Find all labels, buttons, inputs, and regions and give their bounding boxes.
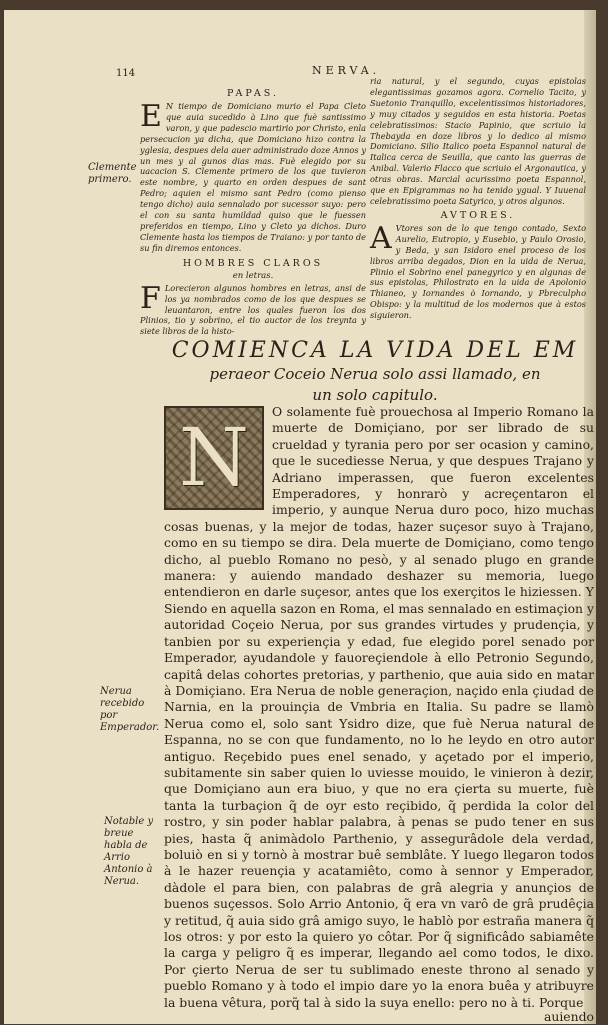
chapter-body <box>164 404 594 1025</box>
chapter-title: COMIENCA LA VIDA DEL EM <box>171 338 579 363</box>
autores-text: Vtores son de lo que tengo contado, Sexto Aurelio, Eutropio, y Eusebio, y Paulo Orosio, y Beda, y san Isidoro enel proceso de los libros arriba degados, Dion en la uida de Nerua, Plinio el Sobrino enel panegyrico y en algunas de sus epistolas, Philostrato en la uida de Apolonio Thianeo, y Iornandes ò Iornando, y Pbreculpho Obispo: y la multitud de los modernos que à estos siguieron. <box>370 222 586 321</box>
chapter-body-text: O solamente fuè prouechosa al Imperio Romano la muerte de Domiçiano, por ser librado de su crueldad y tyrania pero por ser ocasion y camino, que le sucediesse Nerua, y que despues Trajano y Adriano imperassen, que fueron excelentes Emperadores, y honrarò y acreçentaron el imperio, y aunque Nerua duro poco, hizo muchas cosas buenas, y la mejor de todas, hazer suçesor suyo à Trajano, como en su tiempo se dira. Dela muerte de Domiçiano, como tengo dicho, al pueblo Romano no pesò, y al senado plugo en grande manera: y auiendo mandado deshazer su memoria, luego entendieron en darle suçesor, antes que los exerçitos le hiziessen. Y Siendo en aquella sazon en Roma, el mas sennalado en estimaçion y autoridad Coçeio Nerua, por sus grandes virtudes y prudençia, y tanbien por su experiençia y edad, fue elegido porel senado por Emperador, ayudandole y fauoreçiendole à ello Petronio Segundo, capitâ delas cohortes pretorias, y parthenio, que auia sido en matar à Domiçiano. Era Nerua de noble generaçion, naçido enla çiudad de Narnia, en la prouinçia de Vmbria en Italia. Su padre se llamò Nerua como el, solo sant Ysidro dize, que fuè Nerua natural de Espanna, no se con que fundamento, no lo he leydo en otro autor antiguo. Reçebido pues enel senado, y açetado por el imperio, subitamente sin saber quien lo uviesse mouido, le vinieron à dezir, que Domiçiano aun era biuo, y que no era çierta su muerte, fuè tanta la turbaçion q̃ de oyr esto reçibido, q̃ perdida la color del rostro, y sin poder hablar palabra, à penas se pudo tener en sus pies, hasta q̃ animàdolo Parthenio, y assegurâdole dela verdad, boluiò en si y tornò à mostrar buê semblâte. Y luego llegaron todos à le hazer reuençia y acatamiêto, como à sennor y Emperador, dàdole el para bien, con palabras de grâ alegria y anunçios de buenos suçessos. Solo Arrio Antonio, q̃ era vn varô de grâ prudêçia y retitud, q̃ auia sido grâ amigo suyo, le hablò por estraña manera q̃ los otros: y por esto la quiero yo côtar. Por q̃ significâdo sabiamête la carga y peligro q̃ es imperar, llegando ael como todos, le dixo. Por çierto Nerua de ser tu sublimado eneste throno al senado y pueblo Romano y à todo el impio dare yo la enora buêa y atribuyre la buena vêtura, porq̃ tal à sido la suya enello: pero no à ti. Porque <box>164 404 594 1010</box>
margin-note-notable-breue: Notable y breue habla de Arrio Antonio à Nerua. <box>104 816 154 887</box>
autores-paragraph <box>370 220 586 321</box>
right-column <box>370 76 586 321</box>
historiadores-paragraph: ria natural, y el segundo, cuyas epistolas elegantissimas gozamos agora. Cornelio Tacito, y Suetonio Tranquillo, excelentissimos historiadores, y muy citados y seguidos en esta historia. Poetas celebratissimos: Stacio Papinio, que scriuio la Thebayda en doze libros y lo dedico al mismo Domiciano. Silio Italico poeta Espannol natural de Italica cerca de Seuilla, que canto las guerras de Anibal. Valerio Flacco que scriuio el Argonautica, y otras obras. Marcial acurissimo poeta Espannol, que en Epigrammas no ha tenido ygual. Y Iuuenal celebratissimo poeta Satyrico, y otros algunos. <box>370 76 586 206</box>
catchword: auiendo <box>543 1009 594 1025</box>
chapter-subtitle-line1: peraeor Coceio Nerua solo assi llamado, en <box>209 365 541 383</box>
autores-heading: AVTORES. <box>440 209 516 221</box>
hombres-claros-paragraph <box>140 280 366 338</box>
margin-note-nerva-recebido: Nerua recebido por Emperador. <box>100 686 160 733</box>
decorated-initial-letter: N <box>179 410 249 504</box>
autores-dropcap: A <box>370 220 392 256</box>
running-title: NERVA. <box>312 64 381 77</box>
chapter-subtitle-line2: un solo capitulo. <box>312 386 438 404</box>
margin-note-clemente: Clemente primero. <box>88 162 137 185</box>
hombres-text: Lorecieron algunos hombres en letras, ansi de los ya nombrados como de los que despues se leuantaron, entre los quales fueron los dos Plinios, tio y sobrino, el tio auctor de los treynta y siete libros de la histo- <box>140 282 366 337</box>
papas-paragraph <box>140 101 366 254</box>
chapter-heading <box>155 338 595 405</box>
papas-text: N tiempo de Domiciano murio el Papa Cleto que auia sucedido à Lino que fuè santissimo varon, y que padescio martirio por Christo, enla persecucion ya dicha, que Domiciano hizo contra la yglesia, despues dela auer administrado doze Annos y un mes y al gunos dias mas. Fuè elegido por su uacacion S. Clemente primero de los que tuvieron este nombre, y quarto en orden despues de sant Pedro; aquien el mismo sant Pedro (como pienso tengo dicho) auia sennalado por sucessor suyo: pero el con su santa humildad quiso que le fuessen preferidos en tiempo, Lino y Cleto ya dichos. Duro Clemente hasta los tiempos de Traiano: y por tanto de su fin diremos entonces. <box>140 101 366 253</box>
left-column <box>140 86 366 337</box>
page-number: 114 <box>116 68 136 79</box>
papas-dropcap: E <box>140 99 162 134</box>
papas-heading: PAPAS. <box>227 88 279 99</box>
decorated-initial <box>164 406 264 510</box>
hombres-claros-subheading: en letras. <box>232 270 274 281</box>
hombres-dropcap: F <box>140 280 161 316</box>
hombres-claros-heading: HOMBRES CLAROS <box>182 257 324 269</box>
